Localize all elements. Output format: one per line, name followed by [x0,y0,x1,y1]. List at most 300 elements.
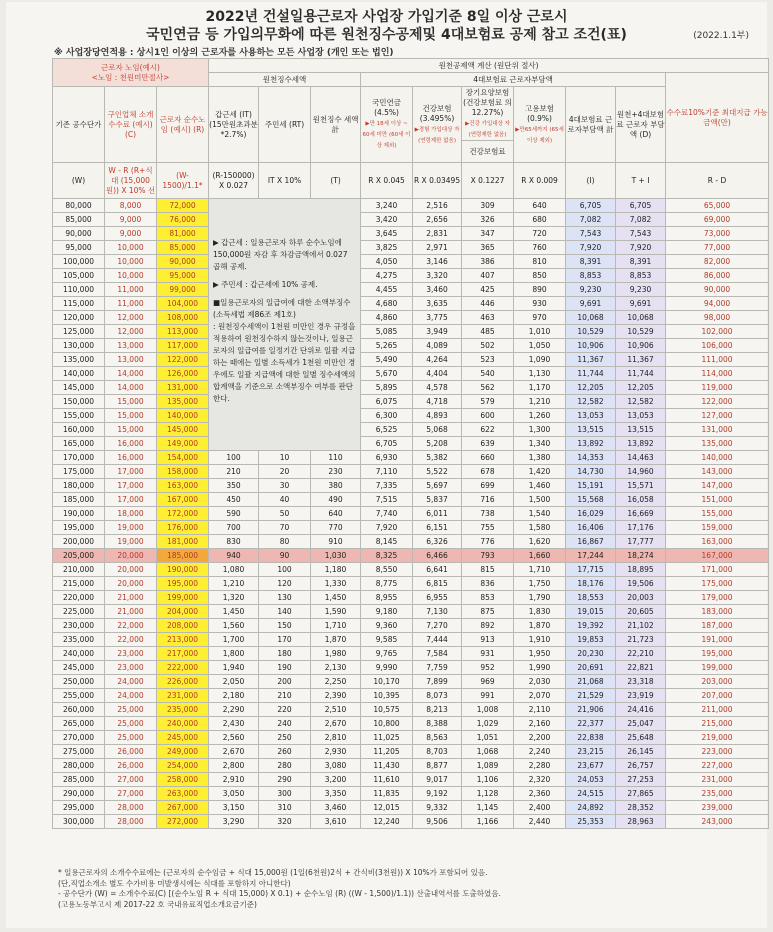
insurance-total-cell: 24,515 [566,787,616,801]
table-row [53,745,769,759]
employment-cell: 1,870 [514,619,566,633]
resident-tax-cell: 100 [259,563,311,577]
insurance-total-cell: 6,705 [566,199,616,213]
fee-max-cell: 167,000 [666,549,769,563]
deduction-calc-header: 원천공제액 계산 (원단위 절사) [209,59,769,73]
pension-cell: 9,360 [361,619,413,633]
health-cell: 8,703 [413,745,462,759]
fee-max-cell: 147,000 [666,479,769,493]
grand-total-cell: 14,463 [616,451,666,465]
formula-it: (R-150000) X 0.027 [209,163,259,199]
formula-r: (W-1500)/1.1* [157,163,209,199]
note-text: ▶ 갑근세 : 일용근로자 하루 순수노임에 150,000원 자감 후 차감금액에서 0.027 곱해 공제. [213,238,348,271]
contractor-fee-cell: 27,000 [105,773,157,787]
fee-max-cell: 211,000 [666,703,769,717]
contractor-fee-cell: 11,000 [105,297,157,311]
grand-total-cell: 28,963 [616,815,666,829]
employment-cell: 1,990 [514,661,566,675]
employment-cell: 1,130 [514,367,566,381]
insurance-total-cell: 16,867 [566,535,616,549]
employment-cell: 1,420 [514,465,566,479]
insurance-total-cell: 12,205 [566,381,616,395]
ltc-cell: 425 [462,283,514,297]
pension-cell: 8,955 [361,591,413,605]
health-cell: 2,831 [413,227,462,241]
base-price-cell: 155,000 [53,409,105,423]
resident-tax-cell: 70 [259,521,311,535]
fee-max-cell: 86,000 [666,269,769,283]
table-row [53,423,769,437]
fee-max-cell: 235,000 [666,787,769,801]
contractor-fee-cell: 22,000 [105,633,157,647]
tax-total-cell: 2,130 [311,661,361,675]
net-wage-cell: 81,000 [157,227,209,241]
ltc-cell: 1,166 [462,815,514,829]
contractor-fee-cell: 8,000 [105,199,157,213]
pension-cell: 5,895 [361,381,413,395]
grand-total-cell: 10,529 [616,325,666,339]
net-wage-cell: 76,000 [157,213,209,227]
ltc-cell: 540 [462,367,514,381]
health-cell: 2,656 [413,213,462,227]
table-row [53,325,769,339]
scope-note: ※ 사업장당연적용 : 상시1인 이상의 근로자를 사용하는 모든 사업장 (개인 또는 법인) [54,48,394,58]
health-cell: 6,466 [413,549,462,563]
contractor-fee-cell: 25,000 [105,731,157,745]
resident-tax-cell: 310 [259,801,311,815]
pension-cell: 9,585 [361,633,413,647]
insurance-total-cell: 7,543 [566,227,616,241]
withholding-header: 원천징수세액 [209,73,361,87]
ltc-cell: 931 [462,647,514,661]
grand-total-cell: 16,669 [616,507,666,521]
ltc-cell: 1,051 [462,731,514,745]
pension-cell: 7,110 [361,465,413,479]
income-tax-cell: 940 [209,549,259,563]
health-cell: 4,718 [413,395,462,409]
employment-cell: 1,260 [514,409,566,423]
resident-tax-cell: 20 [259,465,311,479]
health-cell: 9,506 [413,815,462,829]
tax-total-cell: 2,510 [311,703,361,717]
insurance-header: 4대보험료 근로자부담액 [361,73,666,87]
grand-total-cell: 13,892 [616,437,666,451]
grand-total-cell: 7,543 [616,227,666,241]
tax-total-cell: 1,980 [311,647,361,661]
fee-max-cell: 191,000 [666,633,769,647]
base-price-cell: 200,000 [53,535,105,549]
table-row [53,437,769,451]
table-row [53,283,769,297]
health-cell: 5,837 [413,493,462,507]
resident-tax-header: 주민세 (RT) [259,87,311,163]
contractor-fee-cell: 14,000 [105,381,157,395]
document-sheet [6,2,767,928]
insurance-total-cell: 12,582 [566,395,616,409]
fee-max-cell: 195,000 [666,647,769,661]
health-cell: 6,011 [413,507,462,521]
resident-tax-cell: 50 [259,507,311,521]
net-wage-cell: 231,000 [157,689,209,703]
base-price-cell: 130,000 [53,339,105,353]
insurance-total-cell: 25,353 [566,815,616,829]
base-price-cell: 215,000 [53,577,105,591]
employment-cell: 1,460 [514,479,566,493]
insurance-total-cell: 18,176 [566,577,616,591]
table-row [53,549,769,563]
tax-total-cell: 2,670 [311,717,361,731]
base-price-cell: 220,000 [53,591,105,605]
tax-total-cell: 1,710 [311,619,361,633]
grand-total-cell: 22,821 [616,661,666,675]
pension-cell: 6,705 [361,437,413,451]
income-tax-cell: 3,150 [209,801,259,815]
pension-cell: 7,920 [361,521,413,535]
formula-c: W - R (R+식대 (15,000원)) X 10% 선 [105,163,157,199]
tax-total-cell: 1,590 [311,605,361,619]
net-wage-cell: 258,000 [157,773,209,787]
resident-tax-cell: 180 [259,647,311,661]
health-cell: 4,264 [413,353,462,367]
base-price-cell: 120,000 [53,311,105,325]
net-wage-cell: 222,000 [157,661,209,675]
tax-total-cell: 1,030 [311,549,361,563]
ltc-cell: 386 [462,255,514,269]
pension-cell: 6,300 [361,409,413,423]
resident-tax-cell: 150 [259,619,311,633]
income-tax-cell: 350 [209,479,259,493]
pension-cell: 11,025 [361,731,413,745]
grand-total-cell: 23,919 [616,689,666,703]
base-price-cell: 90,000 [53,227,105,241]
ltc-cell: 365 [462,241,514,255]
income-tax-cell: 1,320 [209,591,259,605]
insurance-total-cell: 22,377 [566,717,616,731]
employment-cell: 930 [514,297,566,311]
insurance-total-cell: 10,906 [566,339,616,353]
footnote: (고용노동부고시 제 2017-22 호 국내유료직업소개요금기준) [58,899,257,909]
employment-cell: 760 [514,241,566,255]
contractor-fee-cell: 9,000 [105,213,157,227]
net-wage-cell: 263,000 [157,787,209,801]
tax-total-cell: 3,610 [311,815,361,829]
pension-cell: 7,515 [361,493,413,507]
deduction-table [52,58,769,829]
employment-cell: 1,340 [514,437,566,451]
base-price-cell: 145,000 [53,381,105,395]
income-tax-cell: 2,430 [209,717,259,731]
insurance-total-cell: 10,529 [566,325,616,339]
insurance-total-cell: 13,892 [566,437,616,451]
income-tax-cell: 3,290 [209,815,259,829]
base-price-cell: 255,000 [53,689,105,703]
fee-max-cell: 131,000 [666,423,769,437]
table-row [53,381,769,395]
grand-total-cell: 10,068 [616,311,666,325]
resident-tax-cell: 320 [259,815,311,829]
employment-cell: 1,750 [514,577,566,591]
contractor-fee-cell: 23,000 [105,661,157,675]
employment-cell: 720 [514,227,566,241]
pension-cell: 4,680 [361,297,413,311]
contractor-fee-cell: 24,000 [105,675,157,689]
base-price-cell: 105,000 [53,269,105,283]
table-row [53,297,769,311]
tax-total-cell: 3,200 [311,773,361,787]
health-cell: 4,404 [413,367,462,381]
health-cell: 9,332 [413,801,462,815]
contractor-fee-cell: 19,000 [105,535,157,549]
net-wage-cell: 254,000 [157,759,209,773]
income-tax-cell: 1,560 [209,619,259,633]
contractor-fee-cell: 25,000 [105,717,157,731]
grand-total-cell: 10,906 [616,339,666,353]
ltc-cell: 1,008 [462,703,514,717]
contractor-fee-cell: 15,000 [105,423,157,437]
resident-tax-cell: 280 [259,759,311,773]
base-price-cell: 170,000 [53,451,105,465]
fee-max-cell: 65,000 [666,199,769,213]
ltc-cell: 1,089 [462,759,514,773]
base-price-cell: 275,000 [53,745,105,759]
income-tax-cell: 100 [209,451,259,465]
table-row [53,591,769,605]
net-wage-cell: 176,000 [157,521,209,535]
pension-cell: 5,670 [361,367,413,381]
pension-cell: 11,835 [361,787,413,801]
resident-tax-cell: 250 [259,731,311,745]
fee-max-cell: 82,000 [666,255,769,269]
net-wage-cell: 213,000 [157,633,209,647]
pension-cell: 5,490 [361,353,413,367]
grand-total-cell: 20,605 [616,605,666,619]
table-row [53,213,769,227]
resident-tax-cell: 220 [259,703,311,717]
insurance-total-cell: 23,677 [566,759,616,773]
contractor-fee-cell: 13,000 [105,353,157,367]
net-wage-cell: 199,000 [157,591,209,605]
pension-cell: 10,395 [361,689,413,703]
tax-total-cell: 2,930 [311,745,361,759]
insurance-total-cell: 15,191 [566,479,616,493]
table-row [53,479,769,493]
net-wage-cell: 240,000 [157,717,209,731]
grand-total-cell: 23,318 [616,675,666,689]
net-wage-cell: 140,000 [157,409,209,423]
base-price-cell: 245,000 [53,661,105,675]
health-cell: 3,146 [413,255,462,269]
base-price-cell: 190,000 [53,507,105,521]
ltc-cell: 853 [462,591,514,605]
insurance-total-cell: 15,568 [566,493,616,507]
pension-cell: 6,075 [361,395,413,409]
net-wage-cell: 135,000 [157,395,209,409]
tax-total-cell: 380 [311,479,361,493]
ltc-cell: 815 [462,563,514,577]
table-row [53,647,769,661]
ltc-cell: 347 [462,227,514,241]
ltc-cell: 309 [462,199,514,213]
fee-max-cell: 114,000 [666,367,769,381]
contractor-fee-cell: 12,000 [105,325,157,339]
insurance-total-cell: 13,053 [566,409,616,423]
health-cell: 2,516 [413,199,462,213]
base-price-cell: 135,000 [53,353,105,367]
base-price-cell: 150,000 [53,395,105,409]
employment-cell: 1,710 [514,563,566,577]
contractor-fee-cell: 16,000 [105,437,157,451]
fee-max-cell: 143,000 [666,465,769,479]
contractor-fee-cell: 11,000 [105,283,157,297]
ltc-cell: 562 [462,381,514,395]
base-price-cell: 295,000 [53,801,105,815]
fee-max-cell: 77,000 [666,241,769,255]
net-wage-cell: 204,000 [157,605,209,619]
net-wage-cell: 163,000 [157,479,209,493]
contractor-fee-cell: 13,000 [105,339,157,353]
resident-tax-cell: 130 [259,591,311,605]
ltc-cell: 875 [462,605,514,619]
table-row [53,535,769,549]
resident-tax-cell: 170 [259,633,311,647]
tax-total-cell: 1,330 [311,577,361,591]
employment-cell: 2,160 [514,717,566,731]
document-subtitle: 국민연금 등 가입의무화에 따른 원천징수공제및 4대보험료 공제 참고 조건(표) [146,27,627,43]
employment-cell: 1,620 [514,535,566,549]
net-wage-cell: 245,000 [157,731,209,745]
employment-cell: 1,090 [514,353,566,367]
insurance-total-cell: 23,215 [566,745,616,759]
note-text: : 원천징수세액이 1천원 미만인 경우 규정을 적용하여 원천징수하지 않는것이나, 일용근로자의 일급여를 일정기간 단위로 일괄 지급하는 때에는 일별 소득세가 1천원 미만인 경우에도 일괄 지급액에 대한 일별 징수세액의 합계액을 기준으로 소액부징수 여부를 판단한다. [213,322,356,403]
employment-cell: 1,950 [514,647,566,661]
insurance-total-cell: 14,353 [566,451,616,465]
income-tax-cell: 2,560 [209,731,259,745]
formula-d: T + I [616,163,666,199]
net-wage-cell: 113,000 [157,325,209,339]
worker-wage-header: 근로자 노임(예시) <노임 : 천원미만절사> [53,59,209,87]
pension-cell: 3,825 [361,241,413,255]
insurance-total-cell: 17,715 [566,563,616,577]
net-wage-cell: 181,000 [157,535,209,549]
employment-cell: 2,240 [514,745,566,759]
base-price-cell: 240,000 [53,647,105,661]
contractor-fee-cell: 20,000 [105,549,157,563]
contractor-fee-cell: 21,000 [105,605,157,619]
table-row [53,717,769,731]
grand-total-cell: 26,145 [616,745,666,759]
insurance-total-cell: 16,406 [566,521,616,535]
insurance-total-cell: 7,082 [566,213,616,227]
pension-cell: 3,420 [361,213,413,227]
income-tax-cell: 1,940 [209,661,259,675]
table-row [53,451,769,465]
table-row [53,577,769,591]
employment-cell: 1,050 [514,339,566,353]
base-price-cell: 110,000 [53,283,105,297]
health-cell: 3,949 [413,325,462,339]
pension-cell: 4,860 [361,311,413,325]
employment-cell: 1,830 [514,605,566,619]
health-cell: 5,208 [413,437,462,451]
table-row [53,339,769,353]
net-wage-cell: 95,000 [157,269,209,283]
table-row [53,787,769,801]
income-tax-header: 갑근세 (IT) (15만원초과분 *2.7%) [209,87,259,163]
income-tax-cell: 2,910 [209,773,259,787]
resident-tax-cell: 10 [259,451,311,465]
health-cell: 8,388 [413,717,462,731]
employment-cell: 2,360 [514,787,566,801]
insurance-total-cell: 21,529 [566,689,616,703]
pension-cell: 6,525 [361,423,413,437]
ltc-cell: 446 [462,297,514,311]
employment-cell: 680 [514,213,566,227]
base-price-cell: 125,000 [53,325,105,339]
insurance-total-cell: 20,691 [566,661,616,675]
table-row [53,199,769,213]
fee-max-cell: 231,000 [666,773,769,787]
insurance-total-cell: 21,906 [566,703,616,717]
health-cell: 8,073 [413,689,462,703]
insurance-total-cell: 11,367 [566,353,616,367]
insurance-total-cell: 21,068 [566,675,616,689]
health-cell: 5,697 [413,479,462,493]
insurance-total-cell: 7,920 [566,241,616,255]
health-cell: 7,130 [413,605,462,619]
grand-total-cell: 9,230 [616,283,666,297]
health-cell: 5,522 [413,465,462,479]
contractor-fee-cell: 22,000 [105,619,157,633]
health-cell: 6,151 [413,521,462,535]
employment-cell: 890 [514,283,566,297]
table-row [53,241,769,255]
base-price-cell: 285,000 [53,773,105,787]
fee-max-cell: 127,000 [666,409,769,423]
health-cell: 7,899 [413,675,462,689]
insurance-total-cell: 8,853 [566,269,616,283]
tax-total-cell: 3,080 [311,759,361,773]
base-price-cell: 230,000 [53,619,105,633]
income-tax-cell: 2,050 [209,675,259,689]
ltc-cell: 523 [462,353,514,367]
employment-cell: 2,200 [514,731,566,745]
contractor-fee-cell: 20,000 [105,563,157,577]
grand-total-cell: 11,744 [616,367,666,381]
resident-tax-cell: 260 [259,745,311,759]
net-wage-cell: 217,000 [157,647,209,661]
resident-tax-cell: 240 [259,717,311,731]
formula-h: R X 0.03495 [413,163,462,199]
employment-header: 고용보험 (0.9%) ▶만65세까지 (65세 이상 제외) [514,87,566,163]
contractor-fee-cell: 16,000 [105,451,157,465]
fee-max-cell: 159,000 [666,521,769,535]
income-tax-cell: 2,800 [209,759,259,773]
insurance-total-cell: 8,391 [566,255,616,269]
fee-max-cell: 243,000 [666,815,769,829]
employment-cell: 1,580 [514,521,566,535]
contractor-fee-cell: 25,000 [105,703,157,717]
employment-cell: 1,910 [514,633,566,647]
pension-cell: 10,170 [361,675,413,689]
tax-total-cell: 230 [311,465,361,479]
table-row [53,507,769,521]
health-cell: 7,759 [413,661,462,675]
base-price-cell: 160,000 [53,423,105,437]
fee-max-cell: 183,000 [666,605,769,619]
insurance-total-cell: 19,392 [566,619,616,633]
ltc-header: 장기요양보험 (건강보험료 의 12.27%) ▶건강 가입대상 자(연령제한 없음) [462,87,514,141]
tax-total-cell: 110 [311,451,361,465]
